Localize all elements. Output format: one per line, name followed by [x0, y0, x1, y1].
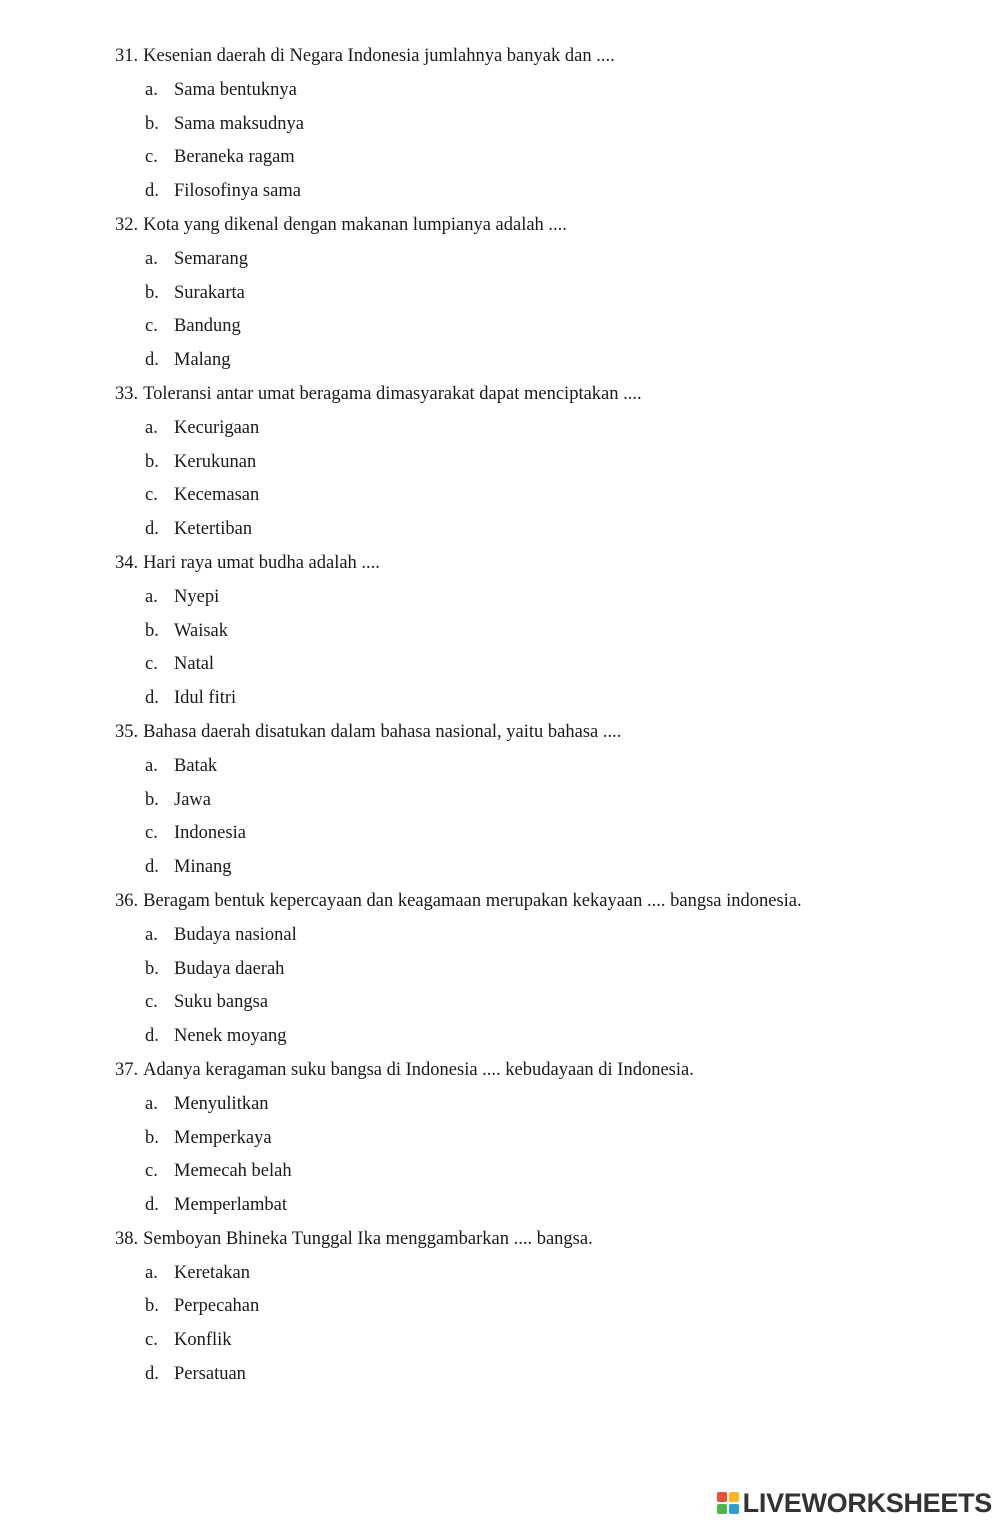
answer-option[interactable]: [0, 750, 1000, 784]
option-letter: b.: [145, 789, 159, 810]
liveworksheets-logo-icon: [717, 1492, 739, 1514]
option-text: Indonesia: [174, 823, 246, 844]
option-text: Nyepi: [174, 586, 220, 607]
option-letter: b.: [145, 113, 159, 134]
answer-option[interactable]: [0, 74, 1000, 108]
answer-option[interactable]: [0, 243, 1000, 277]
option-text: Memecah belah: [174, 1161, 292, 1182]
option-text: Sama maksudnya: [174, 113, 304, 134]
option-text: Minang: [174, 857, 232, 878]
answer-option[interactable]: [0, 784, 1000, 818]
answer-option[interactable]: [0, 1088, 1000, 1122]
worksheet-question-list: [0, 40, 1000, 1392]
question-text: [0, 378, 1000, 412]
question-number: 37.: [115, 1059, 139, 1080]
option-letter: b.: [145, 1296, 159, 1317]
answer-option[interactable]: [0, 615, 1000, 649]
option-text: Bandung: [174, 316, 241, 337]
option-letter: d.: [145, 1195, 159, 1216]
answer-option[interactable]: [0, 108, 1000, 142]
question-number: 34.: [115, 552, 139, 573]
option-text: Filosofinya sama: [174, 181, 301, 202]
answer-option[interactable]: [0, 1122, 1000, 1156]
question-32: [0, 209, 1000, 378]
question-prompt: Kota yang dikenal dengan makanan lumpianya adalah ....: [143, 214, 567, 235]
question-prompt: Kesenian daerah di Negara Indonesia jumlahnya banyak dan ....: [143, 46, 615, 66]
option-text: Keretakan: [174, 1262, 251, 1283]
answer-option[interactable]: [0, 1290, 1000, 1324]
answer-option[interactable]: [0, 141, 1000, 175]
answer-option[interactable]: [0, 817, 1000, 851]
option-letter: d.: [145, 857, 159, 878]
logo-text: LIVEWORKSHEETS: [742, 1487, 992, 1518]
question-number: 36.: [115, 890, 139, 911]
option-text: Suku bangsa: [174, 992, 269, 1013]
answer-option[interactable]: [0, 953, 1000, 987]
answer-option[interactable]: [0, 1257, 1000, 1291]
answer-option[interactable]: [0, 986, 1000, 1020]
option-letter: d.: [145, 350, 159, 371]
option-letter: c.: [145, 654, 158, 675]
answer-option[interactable]: [0, 1324, 1000, 1358]
question-prompt: Bahasa daerah disatukan dalam bahasa nasional, yaitu bahasa ....: [143, 721, 622, 742]
option-text: Ketertiban: [174, 519, 253, 540]
question-36: [0, 885, 1000, 1054]
option-letter: b.: [145, 451, 159, 472]
question-text: [0, 716, 1000, 750]
question-text: [0, 40, 1000, 74]
question-number: 38.: [115, 1228, 139, 1249]
question-text: [0, 1054, 1000, 1088]
answer-option[interactable]: [0, 446, 1000, 480]
option-letter: d.: [145, 181, 159, 202]
option-text: Sama bentuknya: [174, 79, 297, 100]
option-letter: a.: [145, 924, 158, 945]
question-38: [0, 1223, 1000, 1392]
option-text: Memperkaya: [174, 1127, 272, 1148]
option-letter: b.: [145, 958, 159, 979]
option-text: Budaya nasional: [174, 924, 297, 945]
question-prompt: Adanya keragaman suku bangsa di Indonesia .... kebudayaan di Indonesia.: [143, 1059, 694, 1080]
question-text: [0, 547, 1000, 581]
option-text: Kecemasan: [174, 485, 260, 506]
question-31: [0, 40, 1000, 209]
liveworksheets-logo[interactable]: [717, 1488, 992, 1518]
option-text: Nenek moyang: [174, 1026, 287, 1047]
option-letter: c.: [145, 316, 158, 337]
option-text: Kecurigaan: [174, 417, 260, 438]
option-text: Malang: [174, 350, 231, 371]
answer-option[interactable]: [0, 412, 1000, 446]
logo-square-yellow: [729, 1492, 739, 1502]
option-text: Jawa: [174, 789, 211, 810]
option-text: Menyulitkan: [174, 1093, 269, 1114]
option-text: Waisak: [174, 620, 228, 641]
question-number: 31.: [115, 46, 139, 66]
answer-option[interactable]: [0, 682, 1000, 716]
option-letter: d.: [145, 688, 159, 709]
answer-option[interactable]: [0, 175, 1000, 209]
option-letter: a.: [145, 755, 158, 776]
question-37: [0, 1054, 1000, 1223]
option-letter: c.: [145, 485, 158, 506]
question-number: 35.: [115, 721, 139, 742]
option-letter: a.: [145, 417, 158, 438]
option-text: Memperlambat: [174, 1195, 288, 1216]
question-prompt: Toleransi antar umat beragama dimasyarakat dapat menciptakan ....: [143, 383, 642, 404]
question-prompt: Beragam bentuk kepercayaan dan keagamaan merupakan kekayaan .... bangsa indonesia.: [143, 890, 802, 911]
option-text: Kerukunan: [174, 451, 257, 472]
option-letter: a.: [145, 79, 158, 100]
option-text: Semarang: [174, 248, 248, 269]
option-text: Persatuan: [174, 1364, 246, 1385]
option-letter: b.: [145, 1127, 159, 1148]
question-number: 33.: [115, 383, 139, 404]
option-letter: c.: [145, 992, 158, 1013]
logo-square-green: [717, 1504, 727, 1514]
option-text: Konflik: [174, 1330, 232, 1351]
option-letter: b.: [145, 620, 159, 641]
option-text: Batak: [174, 755, 218, 776]
question-text: [0, 885, 1000, 919]
question-34: [0, 547, 1000, 716]
option-letter: d.: [145, 1026, 159, 1047]
option-letter: c.: [145, 147, 158, 168]
option-letter: a.: [145, 1262, 158, 1283]
option-text: Perpecahan: [174, 1296, 260, 1317]
answer-option[interactable]: [0, 648, 1000, 682]
question-text: [0, 1223, 1000, 1257]
answer-option[interactable]: [0, 479, 1000, 513]
option-text: Budaya daerah: [174, 958, 285, 979]
answer-option[interactable]: [0, 344, 1000, 378]
logo-square-red: [717, 1492, 727, 1502]
question-text: [0, 209, 1000, 243]
option-letter: c.: [145, 1330, 158, 1351]
option-letter: c.: [145, 823, 158, 844]
option-letter: a.: [145, 586, 158, 607]
option-letter: d.: [145, 1364, 159, 1385]
answer-option[interactable]: [0, 1020, 1000, 1054]
question-33: [0, 378, 1000, 547]
answer-option[interactable]: [0, 1189, 1000, 1223]
option-letter: a.: [145, 248, 158, 269]
logo-square-blue: [729, 1504, 739, 1514]
answer-option[interactable]: [0, 277, 1000, 311]
option-text: Surakarta: [174, 282, 245, 303]
answer-option[interactable]: [0, 310, 1000, 344]
answer-option[interactable]: [0, 851, 1000, 885]
answer-option[interactable]: [0, 1155, 1000, 1189]
answer-option[interactable]: [0, 919, 1000, 953]
option-letter: d.: [145, 519, 159, 540]
option-text: Idul fitri: [174, 688, 237, 709]
option-letter: b.: [145, 282, 159, 303]
answer-option[interactable]: [0, 1358, 1000, 1392]
question-number: 32.: [115, 214, 139, 235]
question-prompt: Semboyan Bhineka Tunggal Ika menggambarkan .... bangsa.: [143, 1228, 593, 1249]
answer-option[interactable]: [0, 513, 1000, 547]
option-text: Natal: [174, 654, 215, 675]
option-letter: a.: [145, 1093, 158, 1114]
answer-option[interactable]: [0, 581, 1000, 615]
option-text: Beraneka ragam: [174, 147, 295, 168]
question-35: [0, 716, 1000, 885]
option-letter: c.: [145, 1161, 158, 1182]
question-prompt: Hari raya umat budha adalah ....: [143, 552, 380, 573]
